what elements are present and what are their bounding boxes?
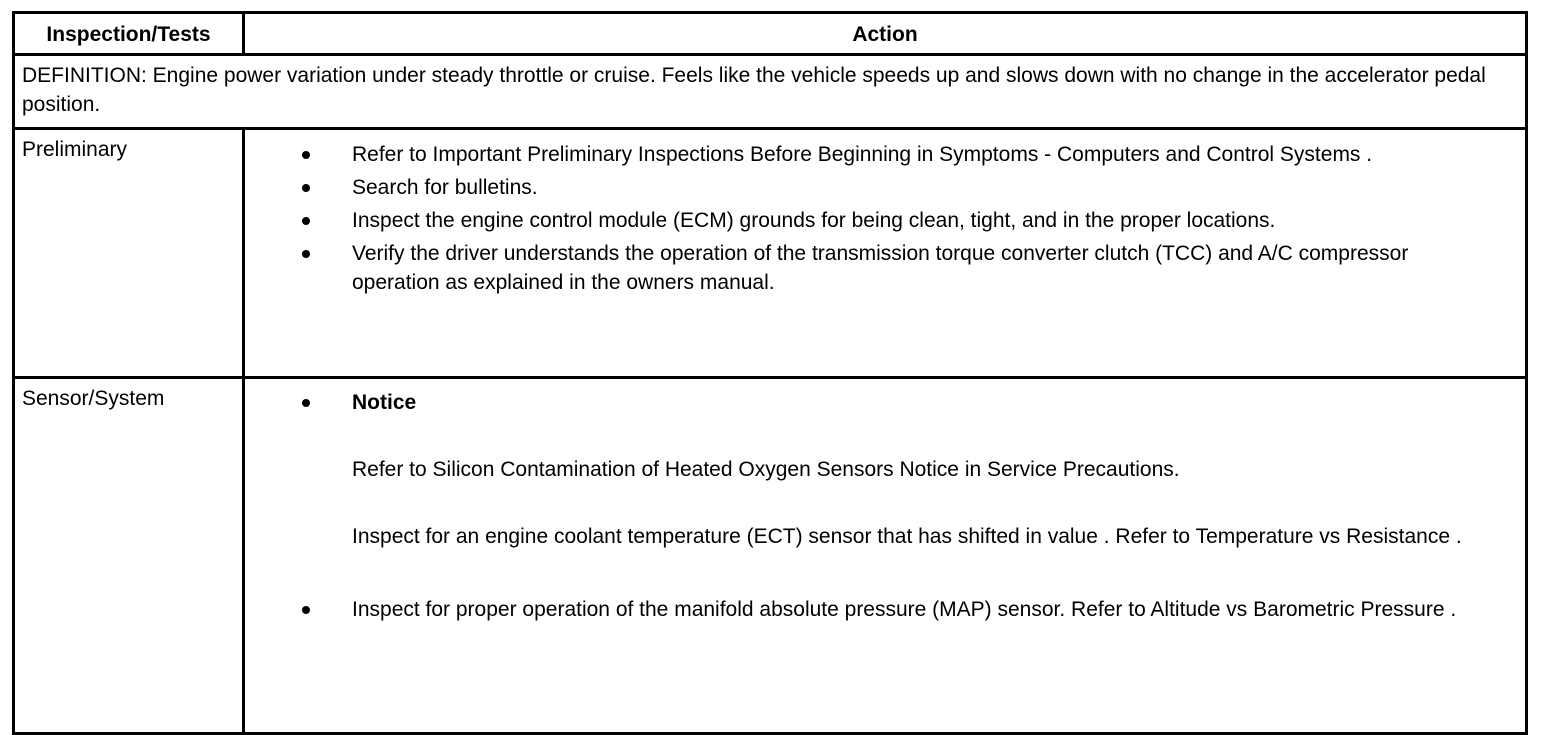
list-item [245,140,1525,169]
definition-row [14,55,1527,129]
sensor-system-list [245,388,1525,624]
sensor-system-row [14,378,1527,734]
list-item [245,206,1525,235]
list-item [245,388,1525,551]
list-item [245,239,1525,297]
ect-inspection-text: Inspect for an engine coolant temperature (ECT) sensor that has shifted in value . Refer to Temperature vs Resistance . [352,525,1462,548]
notice-text: Refer to Silicon Contamination of Heated Oxygen Sensors Notice in Service Precautions. [352,458,1180,481]
bullet-icon [302,399,310,407]
table-header-row [14,13,1527,55]
preliminary-item-text: Search for bulletins. [352,176,538,199]
list-item [245,173,1525,202]
header-action: Action [244,13,1527,55]
preliminary-item-text: Inspect the engine control module (ECM) grounds for being clean, tight, and in the proper locations. [352,209,1276,232]
sensor-system-actions [244,378,1527,734]
preliminary-list [245,140,1525,297]
preliminary-item-text: Refer to Important Preliminary Inspections Before Beginning in Symptoms - Computers and Control Systems . [352,143,1373,166]
bullet-icon [302,250,310,258]
bullet-icon [302,606,310,614]
preliminary-label: Preliminary [14,129,244,378]
bullet-icon [302,151,310,159]
bullet-icon [302,184,310,192]
map-inspection-text: Inspect for proper operation of the manifold absolute pressure (MAP) sensor. Refer to Altitude vs Barometric Pressure . [352,598,1457,621]
surge-diagnosis-table [12,11,1528,735]
preliminary-item-text: Verify the driver understands the operation of the transmission torque converter clutch (TCC) and A/C compressor operation as explained in the owners manual. [352,242,1409,294]
notice-title: Notice [352,391,417,414]
sensor-system-label: Sensor/System [14,378,244,734]
bullet-icon [302,217,310,225]
preliminary-actions [244,129,1527,378]
header-inspection-tests: Inspection/Tests [14,13,244,55]
definition-text: DEFINITION: Engine power variation under steady throttle or cruise. Feels like the vehicle speeds up and slows down with no change in the accelerator pedal position. [14,55,1527,129]
list-item [245,595,1525,624]
preliminary-row [14,129,1527,378]
